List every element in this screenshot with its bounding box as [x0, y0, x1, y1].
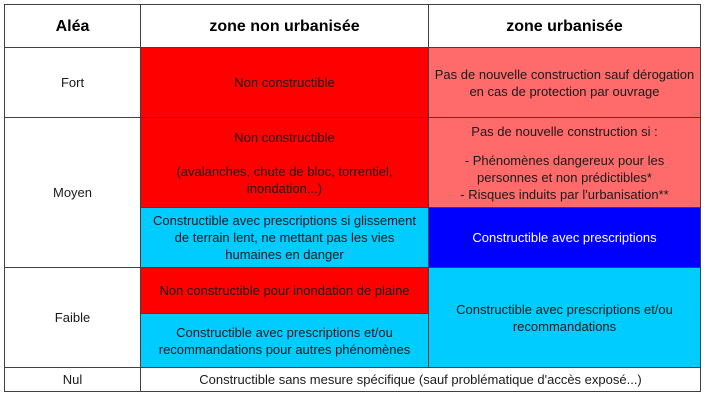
- header-row: [5, 5, 701, 48]
- header-alea: Aléa: [5, 5, 141, 48]
- faible-non-urbanisee-cell-1: Non constructible pour inondation de plaine: [141, 268, 429, 314]
- alea-faible: Faible: [5, 268, 141, 368]
- moyen-urbanisee-item-1: - Phénomènes dangereux pour les personnes et non prédictibles*: [464, 152, 665, 185]
- moyen-urbanisee-item-2: - Risques induits par l'urbanisation**: [460, 186, 669, 202]
- moyen-urbanisee-cell-1: [429, 118, 701, 208]
- row-moyen-1: [5, 118, 701, 208]
- alea-fort: Fort: [5, 48, 141, 118]
- moyen-urbanisee-cell-2: Constructible avec prescriptions: [429, 208, 701, 268]
- faible-non-urbanisee-cell-2: Constructible avec prescriptions et/ou recommandations pour autres phénomènes: [141, 314, 429, 368]
- alea-moyen: Moyen: [5, 118, 141, 268]
- row-faible-1: [5, 268, 701, 314]
- fort-urbanisee-cell: Pas de nouvelle construction sauf dérogation en cas de protection par ouvrage: [429, 48, 701, 118]
- nul-merged-cell: Constructible sans mesure spécifique (sauf problématique d'accès exposé...): [141, 368, 701, 392]
- row-nul: [5, 368, 701, 392]
- header-zone-urbanisee: zone urbanisée: [429, 5, 701, 48]
- fort-non-urbanisee-cell: Non constructible: [141, 48, 429, 118]
- header-zone-non-urbanisee: zone non urbanisée: [141, 5, 429, 48]
- row-fort: [5, 48, 701, 118]
- faible-urbanisee-cell: Constructible avec prescriptions et/ou recommandations: [429, 268, 701, 368]
- moyen-non-urbanisee-cell-1: [141, 118, 429, 208]
- alea-nul: Nul: [5, 368, 141, 392]
- risk-table: [4, 4, 701, 392]
- moyen-non-urbanisee-cell-2: Constructible avec prescriptions si glissement de terrain lent, ne mettant pas les vies humaines en danger: [141, 208, 429, 268]
- moyen-non-urbanisee-detail: (avalanches, chute de bloc, torrentiel, inondation...): [176, 163, 393, 196]
- moyen-urbanisee-title: Pas de nouvelle construction si :: [471, 123, 658, 139]
- moyen-non-urbanisee-title: Non constructible: [234, 129, 335, 145]
